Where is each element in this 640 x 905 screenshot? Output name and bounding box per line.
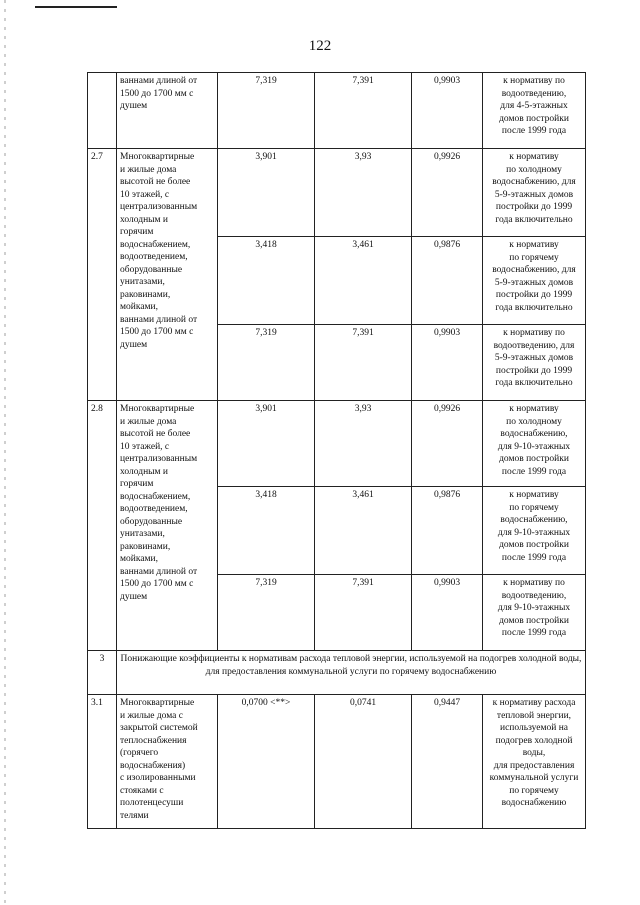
page-number: 122 xyxy=(308,38,332,54)
coefficient-cell: 0,9903 xyxy=(412,575,483,651)
coefficient-cell: 0,9926 xyxy=(412,401,483,487)
value-cell: 3,418 xyxy=(218,237,315,325)
value-cell: 3,901 xyxy=(218,149,315,237)
value-cell: 3,901 xyxy=(218,401,315,487)
note-cell: к нормативу по горячему водоснабжению, для 9-10-этажных домов постройки после 1999 года xyxy=(483,487,586,575)
note-cell: к нормативу по холодному водоснабжению, для 9-10-этажных домов постройки после 1999 года xyxy=(483,401,586,487)
coefficients-table xyxy=(87,72,586,829)
section-title: Понижающие коэффициенты к нормативам расхода тепловой энергии, используемой на подогрев холодной воды, для предоставления коммунальной услуги по горячему водоснабжению xyxy=(117,651,586,695)
section-number: 3 xyxy=(88,651,117,695)
table-row xyxy=(88,149,586,237)
coefficient-cell: 0,9876 xyxy=(412,487,483,575)
row-description: Многоквартирные и жилые дома с закрытой системой теплоснабжения (горячего водоснабжения) с изолированными стояками с полотенцесуши телями xyxy=(117,695,218,829)
value-cell: 7,319 xyxy=(218,575,315,651)
coefficient-cell: 0,9903 xyxy=(412,73,483,149)
value-cell: 7,391 xyxy=(315,73,412,149)
scan-margin-artifact xyxy=(4,0,6,905)
row-number: 3.1 xyxy=(88,695,117,829)
row-number: 2.8 xyxy=(88,401,117,651)
value-cell: 3,418 xyxy=(218,487,315,575)
value-cell: 7,319 xyxy=(218,325,315,401)
coefficient-cell: 0,9447 xyxy=(412,695,483,829)
coefficient-cell: 0,9926 xyxy=(412,149,483,237)
value-cell: 3,93 xyxy=(315,149,412,237)
note-cell: к нормативу расхода тепловой энергии, используемой на подогрев холодной воды, для предоставления коммунальной услуги по горячему водоснабжению xyxy=(483,695,586,829)
row-description: Многоквартирные и жилые дома высотой не более 10 этажей, с централизованным холодным и горячим водоснабжением, водоотведением, оборудованные унитазами, раковинами, мойками, ваннами длиной от 1500 до 1700 мм с душем xyxy=(117,149,218,401)
table-row xyxy=(88,695,586,829)
value-cell: 3,461 xyxy=(315,237,412,325)
table-row xyxy=(88,651,586,695)
value-cell: 0,0741 xyxy=(315,695,412,829)
row-description: ваннами длиной от 1500 до 1700 мм с душем xyxy=(117,73,218,149)
note-cell: к нормативу по водоотведению, для 4-5-этажных домов постройки после 1999 года xyxy=(483,73,586,149)
row-number: 2.7 xyxy=(88,149,117,401)
value-cell: 3,461 xyxy=(315,487,412,575)
value-cell: 7,391 xyxy=(315,325,412,401)
row-description: Многоквартирные и жилые дома высотой не более 10 этажей, с централизованным холодным и горячим водоснабжением, водоотведением, оборудованные унитазами, раковинами, мойками, ваннами длиной от 1500 до 1700 мм с душем xyxy=(117,401,218,651)
value-cell: 7,391 xyxy=(315,575,412,651)
coefficient-cell: 0,9876 xyxy=(412,237,483,325)
note-cell: к нормативу по водоотведению, для 9-10-этажных домов постройки после 1999 года xyxy=(483,575,586,651)
value-cell: 0,0700 <**> xyxy=(218,695,315,829)
table-row xyxy=(88,401,586,487)
row-number xyxy=(88,73,117,149)
coefficient-cell: 0,9903 xyxy=(412,325,483,401)
table-row xyxy=(88,73,586,149)
value-cell: 7,319 xyxy=(218,73,315,149)
note-cell: к нормативу по холодному водоснабжению, для 5-9-этажных домов постройки до 1999 года включительно xyxy=(483,149,586,237)
note-cell: к нормативу по водоотведению, для 5-9-этажных домов постройки до 1999 года включительно xyxy=(483,325,586,401)
top-rule xyxy=(35,6,117,8)
value-cell: 3,93 xyxy=(315,401,412,487)
note-cell: к нормативу по горячему водоснабжению, для 5-9-этажных домов постройки до 1999 года включительно xyxy=(483,237,586,325)
